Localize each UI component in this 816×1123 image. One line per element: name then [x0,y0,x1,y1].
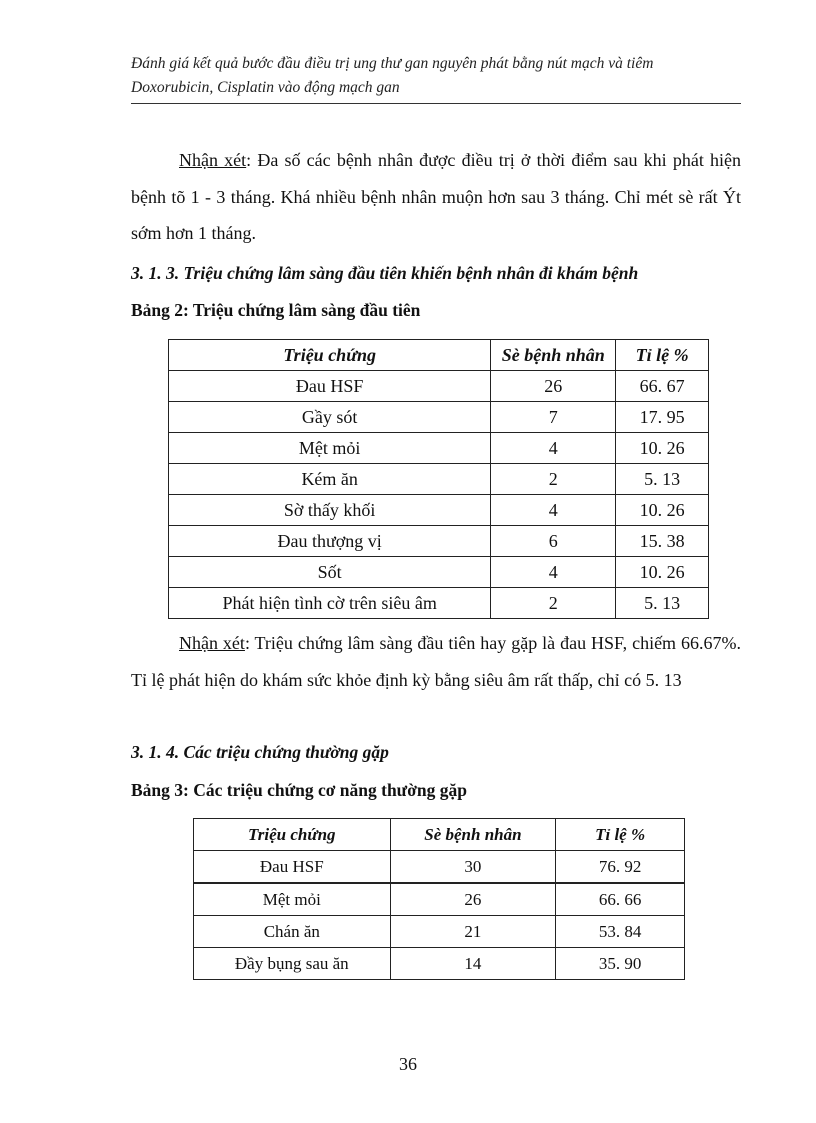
note-label: Nhận xét [179,150,247,170]
table-cell: Phát hiện tình cờ trên siêu âm [169,588,491,619]
table-row [194,883,685,916]
table-cell: 4 [491,495,616,526]
table-cell: 76. 92 [556,851,685,884]
section-heading-3-1-3: 3. 1. 3. Triệu chứng lâm sàng đầu tiên khiến bệnh nhân đi khám bệnh [131,263,639,283]
column-header: Tỉ lệ % [616,340,709,371]
table-cell: 2 [491,464,616,495]
note-text: : Đa số các bệnh nhân được điều trị ở thời điểm sau khi phát hiện bệnh tõ 1 - 3 tháng. Khá nhiều bệnh nhân muộn hơn sau 3 tháng. Chỉ mét sè rất Ýt sớm hơn 1 tháng. [131,150,741,243]
column-header: Triệu chứng [169,340,491,371]
table-row [169,495,709,526]
table-3 [193,818,685,980]
table-header-row [194,819,685,851]
table-cell: 10. 26 [616,433,709,464]
table-cell: Đau HSF [194,851,391,884]
column-header: Sè bệnh nhân [390,819,556,851]
note-paragraph-1 [131,142,741,252]
note-label: Nhận xét [179,633,245,653]
table-cell: Đau HSF [169,371,491,402]
table-cell: 17. 95 [616,402,709,433]
page-number: 36 [399,1054,417,1074]
table-cell: Kém ăn [169,464,491,495]
table-cell: Gầy sót [169,402,491,433]
table-cell: 30 [390,851,556,884]
column-header: Triệu chứng [194,819,391,851]
table-row [169,464,709,495]
table-cell: 5. 13 [616,464,709,495]
table-cell: 26 [390,883,556,916]
table-row [169,526,709,557]
table-row [194,948,685,980]
table-row [169,557,709,588]
table-cell: 10. 26 [616,495,709,526]
table-cell: 66. 66 [556,883,685,916]
section-heading-3-1-4: 3. 1. 4. Các triệu chứng thường gặp [131,742,389,762]
table-cell: 7 [491,402,616,433]
table-cell: 21 [390,916,556,948]
table-cell: 4 [491,557,616,588]
table-row [169,588,709,619]
table-row [169,402,709,433]
column-header: Tỉ lệ % [556,819,685,851]
table-cell: 26 [491,371,616,402]
table-3-title: Bảng 3: Các triệu chứng cơ năng thường gặp [131,780,467,800]
table-row [169,371,709,402]
table-cell: 15. 38 [616,526,709,557]
table-2 [168,339,709,619]
note-text: : Triệu chứng lâm sàng đầu tiên hay gặp là đau HSF, chiếm 66.67%. Tỉ lệ phát hiện do khám sức khỏe định kỳ bằng siêu âm rất thấp, chỉ có 5. 13 [131,633,742,690]
header-divider [131,103,741,104]
running-header [131,52,741,100]
table-cell: 5. 13 [616,588,709,619]
note-paragraph-2 [131,625,741,698]
column-header: Sè bệnh nhân [491,340,616,371]
table-cell: Sờ thấy khối [169,495,491,526]
table-cell: 10. 26 [616,557,709,588]
table-cell: 2 [491,588,616,619]
table-cell: 4 [491,433,616,464]
table-cell: 6 [491,526,616,557]
table-cell: 66. 67 [616,371,709,402]
table-cell: Đau thượng vị [169,526,491,557]
table-header-row [169,340,709,371]
table-cell: Mệt mỏi [194,883,391,916]
table-cell: Chán ăn [194,916,391,948]
header-line-2: Doxorubicin, Cisplatin vào động mạch gan [131,79,400,96]
table-cell: Sốt [169,557,491,588]
table-cell: 14 [390,948,556,980]
table-cell: 35. 90 [556,948,685,980]
header-line-1: Đánh giá kết quả bước đầu điều trị ung thư gan nguyên phát bằng nút mạch và tiêm [131,55,654,72]
table-row [169,433,709,464]
table-2-title: Bảng 2: Triệu chứng lâm sàng đầu tiên [131,300,421,320]
table-row [194,851,685,884]
table-cell: Đầy bụng sau ăn [194,948,391,980]
table-cell: 53. 84 [556,916,685,948]
table-row [194,916,685,948]
table-cell: Mệt mỏi [169,433,491,464]
